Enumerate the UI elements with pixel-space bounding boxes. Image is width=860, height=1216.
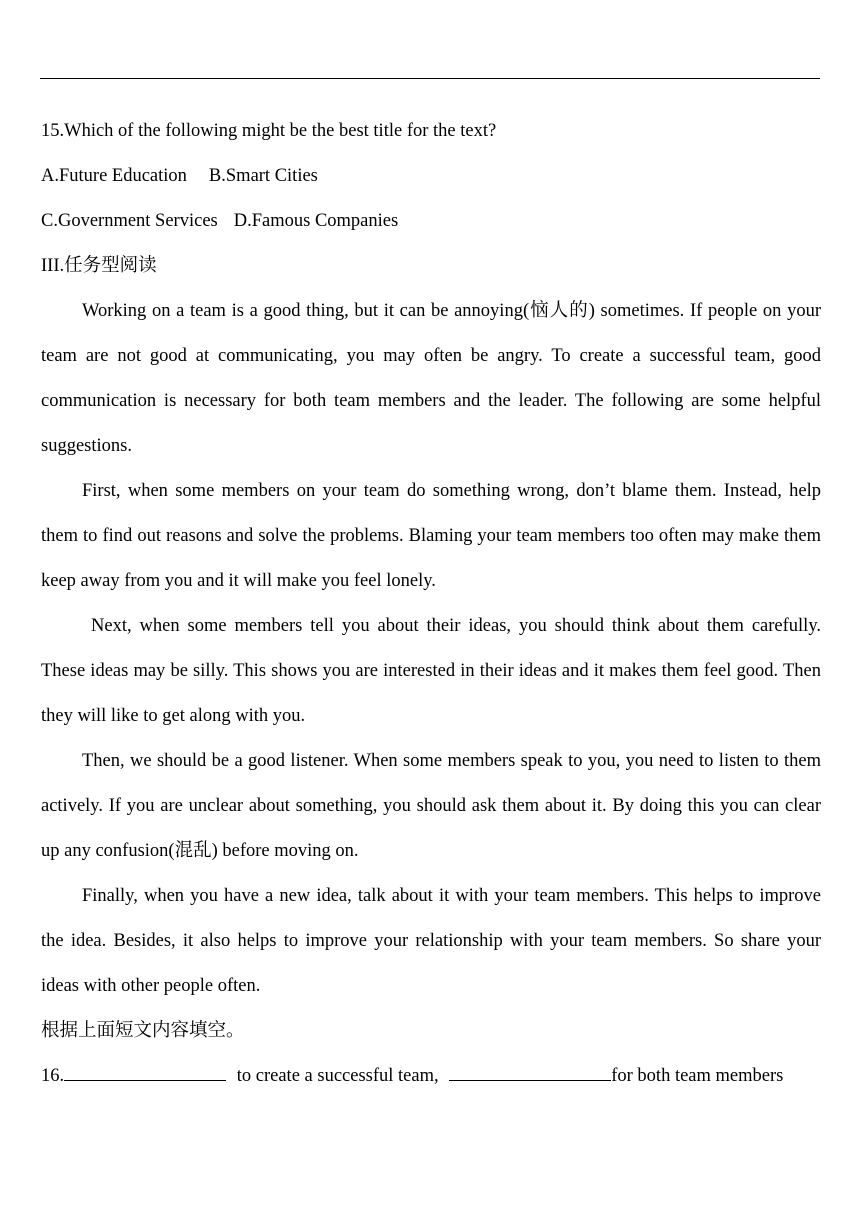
question-15: 15.Which of the following might be the best title for the text? xyxy=(41,121,497,141)
option-a: A.Future Education xyxy=(41,166,187,186)
question-16-number: 16. xyxy=(41,1066,65,1086)
question-16 xyxy=(41,1054,821,1099)
instruction: 根据上面短文内容填空。 xyxy=(41,1021,245,1041)
section-heading: III.任务型阅读 xyxy=(41,256,157,276)
question-16-part-1: to create a successful team, xyxy=(236,1066,439,1086)
paragraph-2: First, when some members on your team do something wrong, don’t blame them. Instead, help them to find out reasons and solve the problems. Blaming your team members too often may make them keep away from you and it will make you feel lonely. xyxy=(41,481,821,591)
header-rule xyxy=(40,78,820,79)
paragraph-5: Finally, when you have a new idea, talk about it with your team members. This helps to improve the idea. Besides, it also helps to improve your relationship with your team members. So share your ideas with other people often. xyxy=(41,886,821,996)
option-b: B.Smart Cities xyxy=(208,166,318,186)
paragraph-3: Next, when some members tell you about their ideas, you should think about them carefully. These ideas may be silly. This shows you are interested in their ideas and it makes them feel good. Then they will like to get along with you. xyxy=(41,616,821,726)
option-d: D.Famous Companies xyxy=(233,211,399,231)
paragraph-1: Working on a team is a good thing, but it can be annoying(恼人的) sometimes. If people on your team are not good at communicating, you may often be angry. To create a successful team, good communication is necessary for both team members and the leader. The following are some helpful suggestions. xyxy=(41,301,821,456)
blank-2[interactable] xyxy=(449,1064,611,1081)
question-16-part-2: for both team members xyxy=(611,1066,784,1086)
question-15-options-row-1 xyxy=(41,154,821,199)
question-15-options-row-2 xyxy=(41,199,821,244)
blank-1[interactable] xyxy=(64,1064,226,1081)
paragraph-4: Then, we should be a good listener. When some members speak to you, you need to listen to them actively. If you are unclear about something, you should ask them about it. By doing this you can clear up any confusion(混乱) before moving on. xyxy=(41,751,821,861)
option-c: C.Government Services xyxy=(41,211,218,231)
document-page xyxy=(41,109,821,1099)
